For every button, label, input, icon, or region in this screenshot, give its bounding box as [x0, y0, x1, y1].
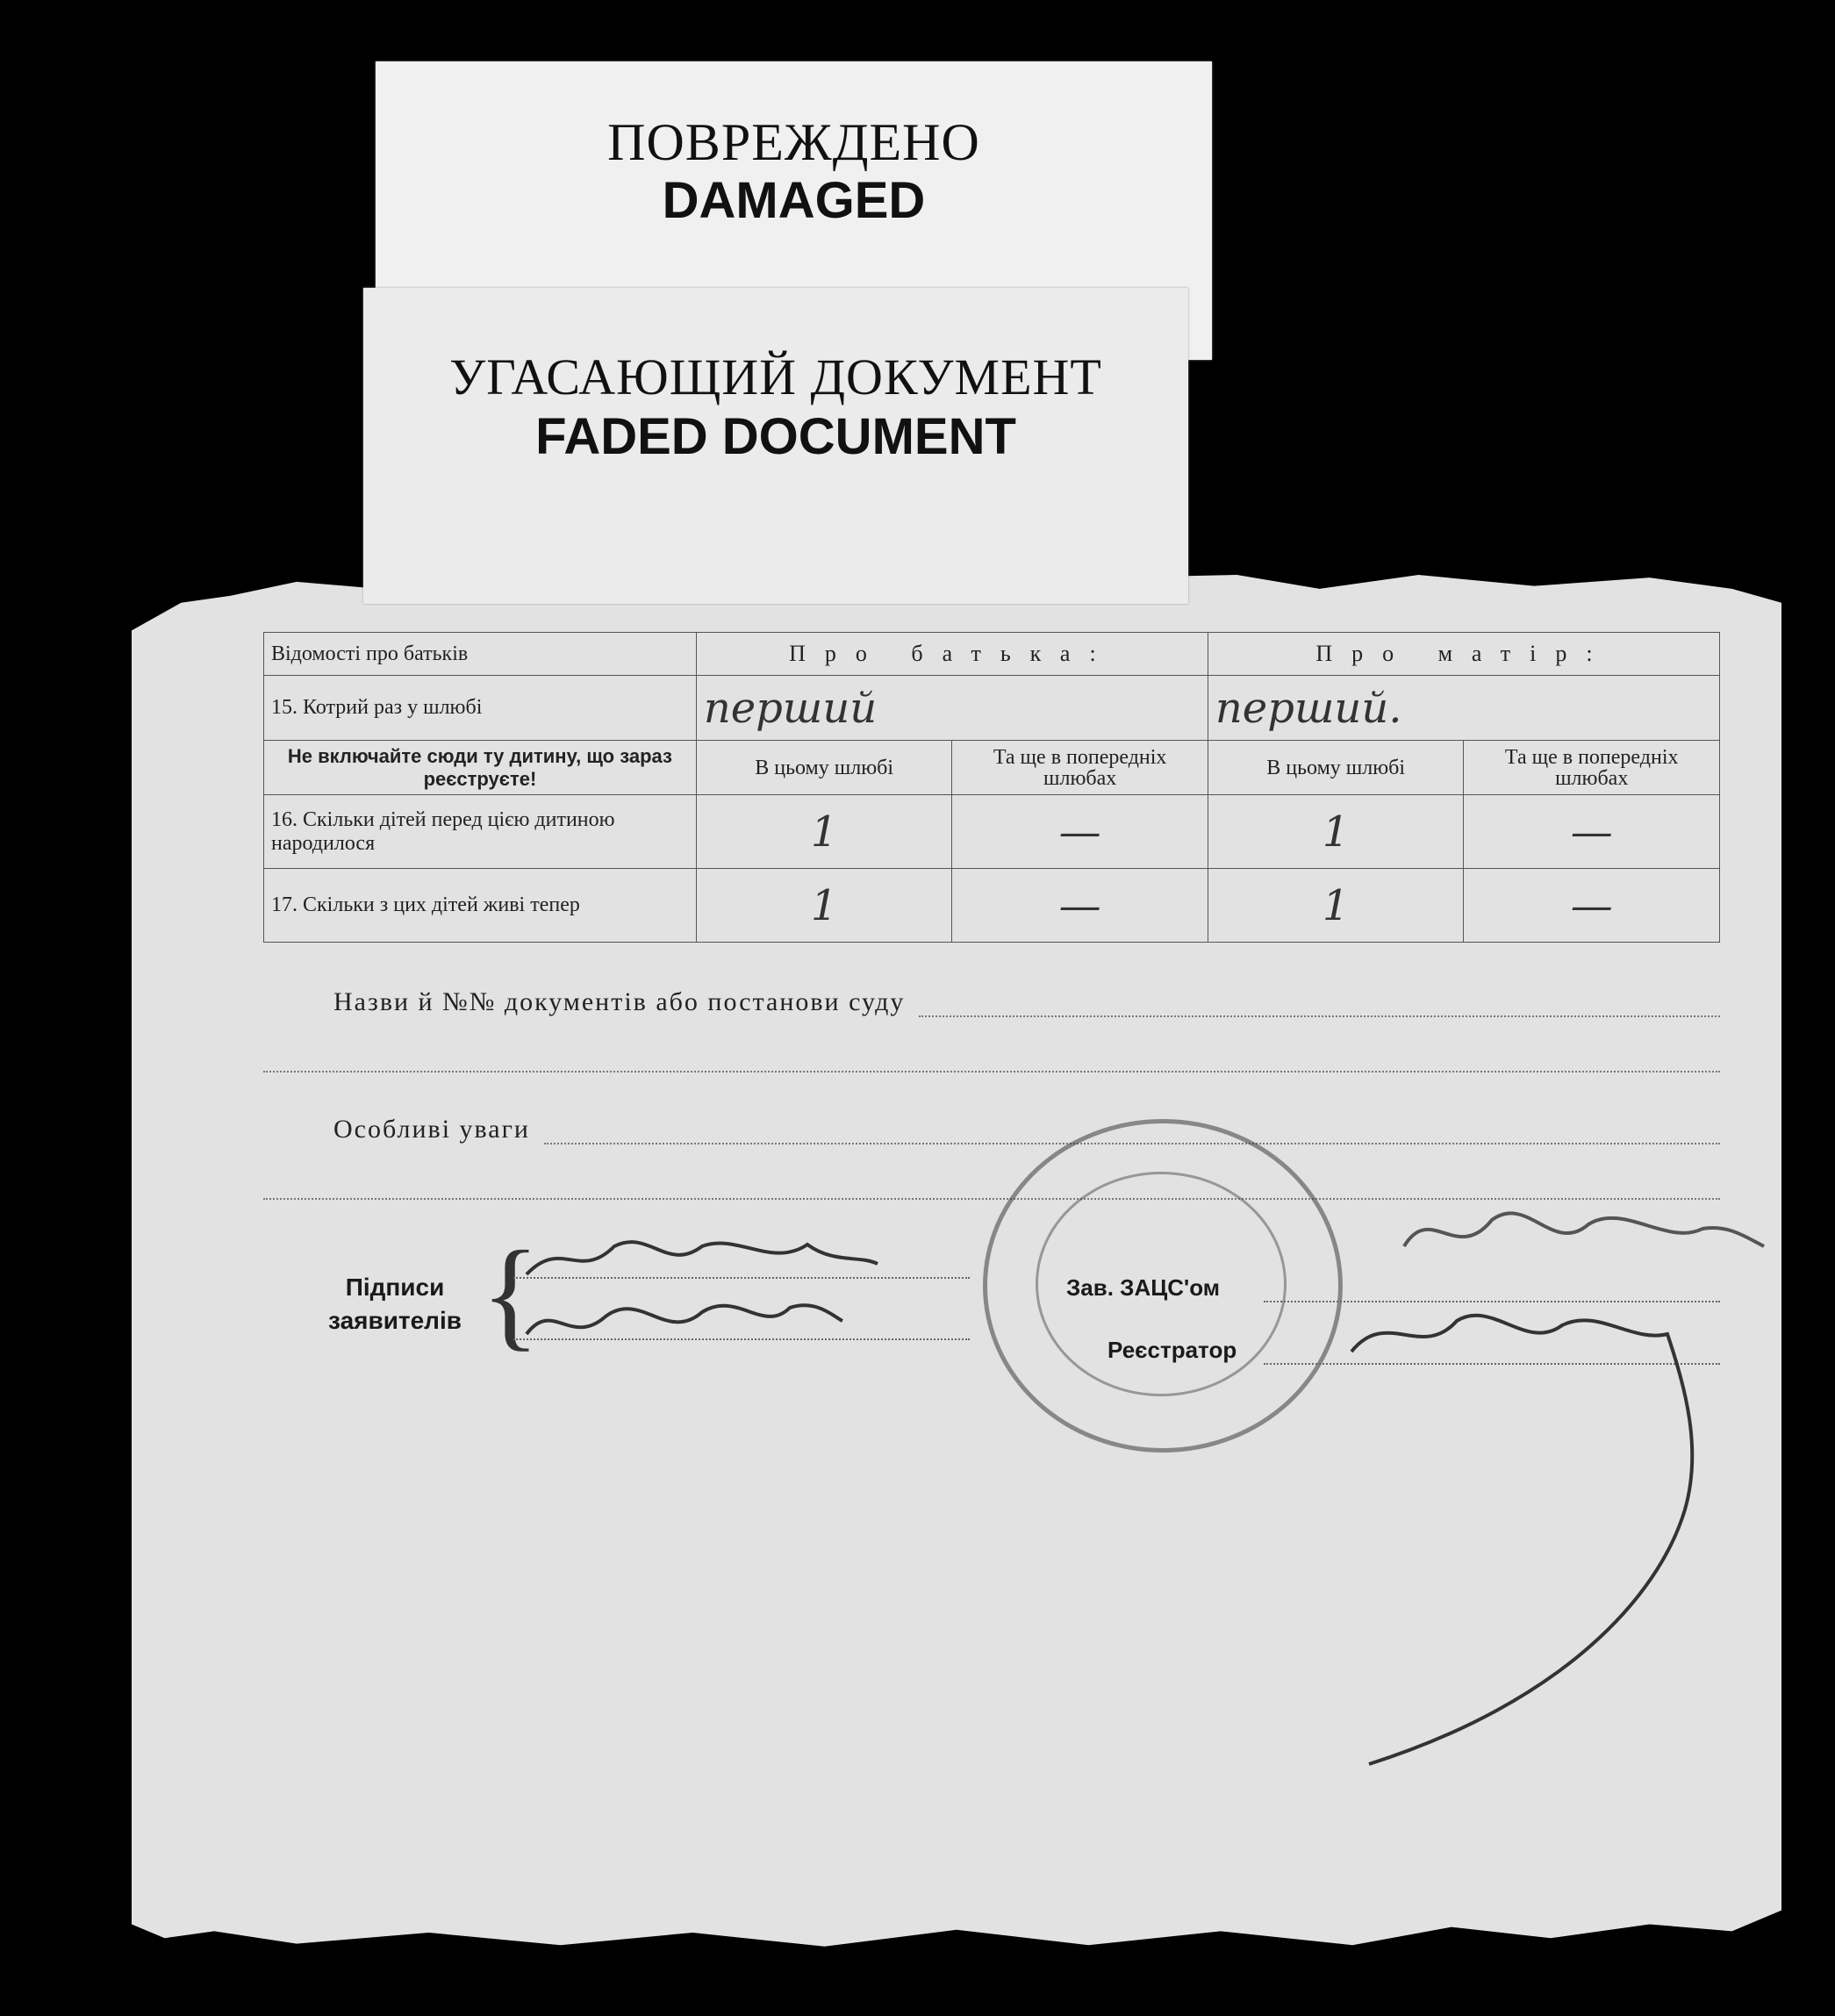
row17-father-prev: —	[952, 869, 1208, 943]
head-signature	[1404, 1213, 1764, 1246]
row17-label: 17. Скільки з цих дітей живі тепер	[264, 869, 697, 943]
applicant-signature-2	[527, 1305, 842, 1334]
mother-previous-header: Та ще в попередніх шлюбах	[1464, 741, 1720, 795]
row15-mother-value: перший.	[1208, 676, 1719, 741]
damaged-en-text: DAMAGED	[662, 172, 926, 229]
row17-mother-this: 1	[1208, 869, 1464, 943]
damaged-ru-text: ПОВРЕЖДЕНО	[607, 113, 980, 171]
mother-this-marriage-header: В цьому шлюбі	[1208, 741, 1464, 795]
faded-ru-text: УГАСАЮЩИЙ ДОКУМЕНТ	[449, 348, 1102, 405]
row16-father-this: 1	[696, 795, 952, 869]
row16-mother-this: 1	[1208, 795, 1464, 869]
mother-header: Про матір:	[1208, 633, 1719, 676]
father-this-marriage-header: В цьому шлюбі	[696, 741, 952, 795]
row15-father-value: перший	[696, 676, 1208, 741]
registrar-signature	[1351, 1316, 1692, 1764]
parents-header: Відомості про батьків	[264, 633, 697, 676]
father-previous-header: Та ще в попередніх шлюбах	[952, 741, 1208, 795]
signature-brace: {	[481, 1226, 541, 1362]
documents-label: Назви й №№ документів або постанови суду	[333, 987, 906, 1016]
row15-label: 15. Котрий раз у шлюбі	[264, 676, 697, 741]
faded-en-text: FADED DOCUMENT	[535, 408, 1016, 465]
row17-mother-prev: —	[1464, 869, 1720, 943]
exclude-note: Не включайте сюди ту дитину, що зараз реєструєте!	[264, 741, 697, 795]
registrar-label: Реєстратор	[1107, 1337, 1237, 1363]
father-header: Про батька:	[696, 633, 1208, 676]
row16-father-prev: —	[952, 795, 1208, 869]
applicant-signature-1	[527, 1242, 878, 1274]
remarks-label: Особливі уваги	[333, 1115, 530, 1144]
row16-label: 16. Скільки дітей перед цією дитиною народилося	[264, 795, 697, 869]
row16-mother-prev: —	[1464, 795, 1720, 869]
row17-father-this: 1	[696, 869, 952, 943]
applicants-label-line2: заявителів	[328, 1307, 462, 1334]
applicants-label-line1: Підписи	[345, 1273, 445, 1301]
head-label: Зав. ЗАЦС'ом	[1066, 1274, 1220, 1301]
